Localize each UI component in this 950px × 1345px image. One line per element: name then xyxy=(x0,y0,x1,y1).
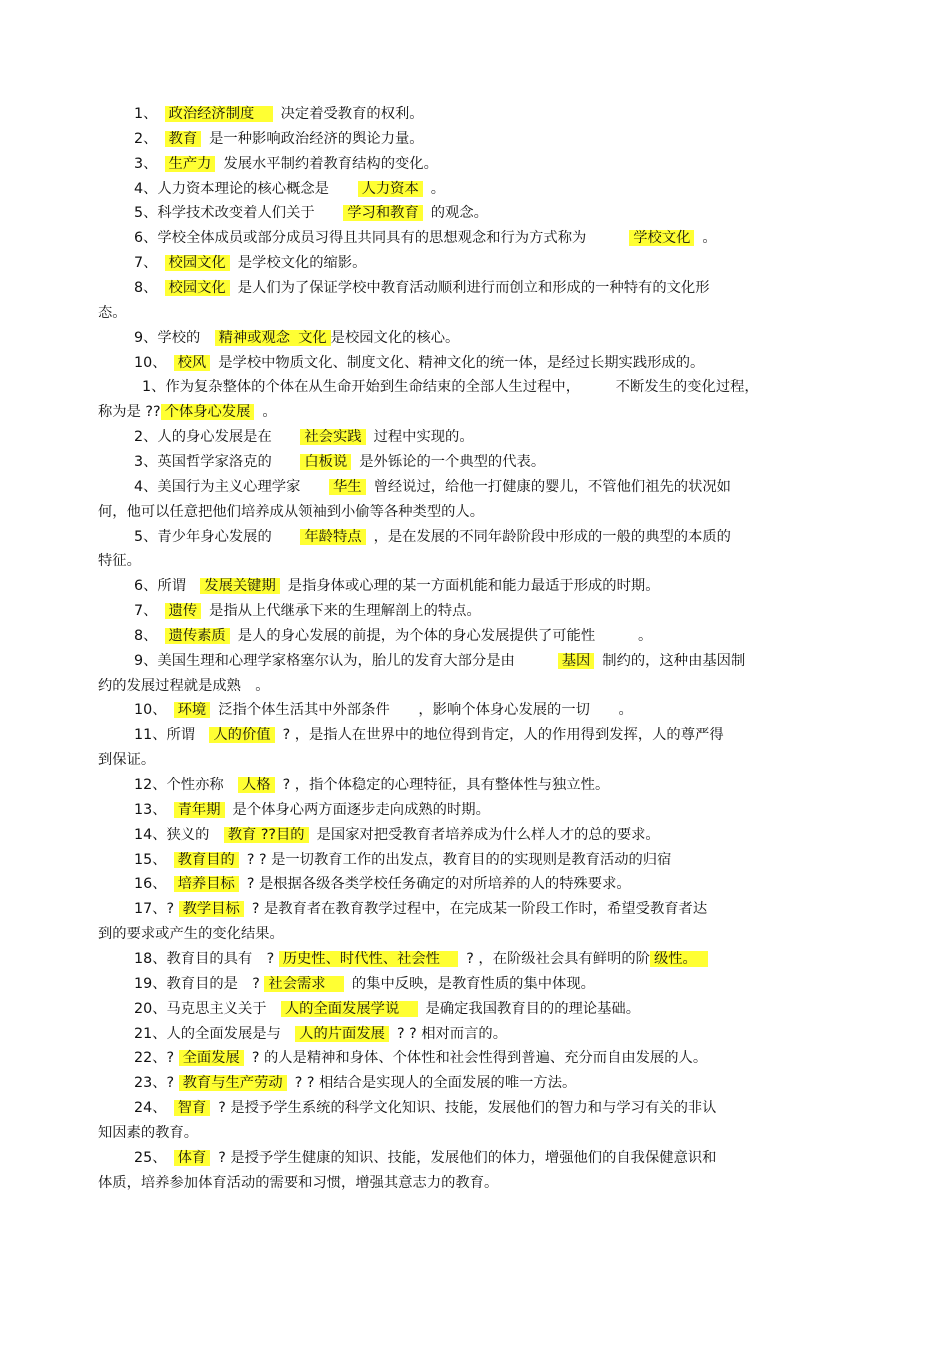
line-tail: 是指身体或心理的某一方面机能和能力最适于形成的时期。 xyxy=(287,578,660,595)
line-prefix: 约的发展过程就是成熟 。 xyxy=(98,677,270,694)
text-line xyxy=(98,651,854,671)
line-prefix: 13、 xyxy=(134,801,174,818)
highlighted-answer: 文化 xyxy=(294,330,331,346)
line-tail: 的观念。 xyxy=(430,205,488,222)
text-line xyxy=(98,775,854,795)
text-line xyxy=(98,850,854,870)
line-prefix: 到保证。 xyxy=(98,752,156,769)
highlighted-answer: 人的片面发展 xyxy=(295,1026,389,1042)
highlighted-answer: 人的全面发展学说 xyxy=(281,1001,418,1017)
line-prefix: 19、教育目的是 ? xyxy=(134,975,265,992)
line-prefix: 5、青少年身心发展的 xyxy=(134,528,301,545)
line-prefix: 8、 xyxy=(134,627,165,644)
line-prefix: 特征。 xyxy=(98,553,141,570)
text-line xyxy=(98,1148,854,1168)
line-tail: ? 的人是精神和身体、个体性和社会性得到普遍、充分而自由发展的人。 xyxy=(251,1050,708,1067)
line-prefix: 10、 xyxy=(134,354,174,371)
text-line xyxy=(98,377,862,397)
text-line xyxy=(98,626,854,646)
line-prefix: 23、? xyxy=(134,1075,179,1092)
highlighted-answer: 个体身心发展 xyxy=(161,404,255,420)
line-tail: ? 是授予学生系统的科学文化知识、技能，发展他们的智力和与学习有关的非认 xyxy=(218,1100,717,1116)
line-prefix: 11、所谓 xyxy=(134,727,210,744)
text-line xyxy=(98,725,854,745)
highlighted-answer: 校风 xyxy=(174,355,211,371)
highlighted-answer: 历史性、时代性、社会性 xyxy=(279,951,459,967)
line-tail: ? ，是指人在世界中的地位得到肯定，人的作用得到发挥，人的尊严得 xyxy=(282,727,724,744)
text-line xyxy=(98,800,854,820)
line-prefix: 7、 xyxy=(134,255,165,272)
line-prefix: 9、美国生理和心理学家格塞尔认为，胎儿的发育大部分是由 xyxy=(134,652,558,669)
highlighted-answer: 校园文化 xyxy=(165,280,230,296)
highlighted-answer: 教育目的 xyxy=(174,852,239,868)
line-prefix: 知因素的教育。 xyxy=(98,1124,199,1141)
line-prefix: 3、 xyxy=(134,155,165,172)
line-prefix: 9、学校的 xyxy=(134,329,215,346)
line-prefix: 10、 xyxy=(134,702,174,719)
highlighted-answer: 年龄特点 xyxy=(300,529,365,545)
highlighted-answer: 精神或观念 xyxy=(215,330,294,346)
text-line xyxy=(98,551,818,571)
line-prefix: 1、 xyxy=(134,106,165,122)
highlighted-answer: 教育与生产劳动 xyxy=(179,1075,287,1091)
text-line xyxy=(98,1173,818,1193)
text-line xyxy=(98,874,854,894)
line-tail: 过程中实现的。 xyxy=(373,429,474,446)
line-tail: ? ，在阶级社会具有鲜明的阶 xyxy=(466,950,650,967)
line-tail: 是学校文化的缩影。 xyxy=(237,255,367,272)
highlighted-answer: 白板说 xyxy=(300,454,351,470)
highlighted-answer: 发展关键期 xyxy=(200,578,279,594)
text-line xyxy=(98,924,818,944)
text-line xyxy=(98,750,818,770)
line-tail: 是个体身心两方面逐步走向成熟的时期。 xyxy=(232,801,490,818)
line-tail: ? ，指个体稳定的心理特征，具有整体性与独立性。 xyxy=(282,777,610,793)
text-line xyxy=(98,278,854,298)
text-line xyxy=(98,974,854,994)
text-line xyxy=(98,999,854,1019)
highlighted-answer: 人格 xyxy=(238,777,275,793)
highlighted-answer: 遗传 xyxy=(165,603,202,619)
line-prefix: 18、教育目的具有 ? xyxy=(134,950,279,967)
line-tail: ? ? 相对而言的。 xyxy=(396,1025,507,1042)
highlighted-answer: 环境 xyxy=(174,702,211,718)
highlighted-answer: 政治经济制度 xyxy=(165,106,273,122)
line-prefix: 态。 xyxy=(98,304,127,321)
line-tail: ? ? 是一切教育工作的出发点，教育目的的实现则是教育活动的归宿 xyxy=(246,851,672,868)
text-line xyxy=(98,427,854,447)
line-prefix: 20、马克思主义关于 xyxy=(134,1000,281,1017)
text-line xyxy=(98,477,854,497)
line-prefix: 16、 xyxy=(134,876,174,893)
highlighted-answer: 全面发展 xyxy=(179,1050,244,1066)
text-line xyxy=(98,676,818,696)
text-line xyxy=(98,328,854,348)
highlighted-answer: 培养目标 xyxy=(174,876,239,892)
line-prefix: 14、狭义的 xyxy=(134,826,224,843)
text-line xyxy=(98,1123,818,1143)
line-prefix: 6、学校全体成员或部分成员习得且共同具有的思想观念和行为方式称为 xyxy=(134,230,630,247)
line-tail: ，是在发展的不同年龄阶段中形成的一般的典型的本质的 xyxy=(373,528,731,545)
line-tail: ? 是根据各级各类学校任务确定的对所培养的人的特殊要求。 xyxy=(246,876,631,893)
line-prefix: 25、 xyxy=(134,1149,174,1166)
line-prefix: 17、? xyxy=(134,901,179,918)
text-line xyxy=(98,700,854,720)
highlighted-answer: 教育 ??目的 xyxy=(224,827,309,843)
highlighted-answer: 遗传素质 xyxy=(165,628,230,644)
highlighted-answer: 教育 xyxy=(165,131,202,147)
line-tail: ? 是授予学生健康的知识、技能，发展他们的体力，增强他们的自我保健意识和 xyxy=(218,1149,717,1166)
text-line xyxy=(98,1024,854,1044)
highlighted-answer: 基因 xyxy=(558,653,595,669)
line-prefix: 2、人的身心发展是在 xyxy=(134,429,301,446)
line-tail: 。 xyxy=(702,230,717,247)
text-line xyxy=(98,576,854,596)
highlighted-answer: 人力资本 xyxy=(358,181,423,197)
line-prefix: 到的要求或产生的变化结果。 xyxy=(98,926,284,943)
highlighted-answer: 人的价值 xyxy=(209,727,274,743)
line-tail: ? ? 相结合是实现人的全面发展的唯一方法。 xyxy=(294,1075,577,1092)
highlighted-answer: 学习和教育 xyxy=(343,205,422,221)
line-prefix: 15、 xyxy=(134,851,174,868)
highlighted-answer: 校园文化 xyxy=(165,255,230,271)
highlighted-answer: 生产力 xyxy=(165,156,216,172)
highlighted-answer: 学校文化 xyxy=(629,230,694,246)
text-line xyxy=(98,1098,854,1118)
text-line xyxy=(98,253,854,273)
text-line xyxy=(98,353,854,373)
line-tail: 是校园文化的核心。 xyxy=(330,329,460,346)
text-line xyxy=(98,452,854,472)
line-prefix: 称为是 ?? xyxy=(98,404,161,421)
highlighted-answer: 体育 xyxy=(174,1150,211,1166)
line-prefix: 何，他可以任意把他们培养成从领袖到小偷等各种类型的人。 xyxy=(98,503,485,520)
line-tail: 泛指个体生活其中外部条件 ，影响个体身心发展的一切 。 xyxy=(218,702,633,719)
line-tail: 是人的身心发展的前提，为个体的身心发展提供了可能性 。 xyxy=(237,627,653,644)
line-tail: 。 xyxy=(262,404,277,421)
text-line xyxy=(98,203,854,223)
line-prefix: 21、人的全面发展是与 xyxy=(134,1025,296,1042)
text-line xyxy=(98,1048,854,1068)
text-line xyxy=(98,899,854,919)
line-tail: 是国家对把受教育者培养成为什么样人才的总的要求。 xyxy=(316,826,660,843)
line-tail: ? 是教育者在教育教学过程中，在完成某一阶段工作时，希望受教育者达 xyxy=(251,901,708,918)
text-line xyxy=(98,104,854,124)
highlighted-answer: 华生 xyxy=(329,479,366,495)
line-tail: 是外铄论的一个典型的代表。 xyxy=(359,453,546,470)
text-line xyxy=(98,1073,854,1093)
line-tail: 是人们为了保证学校中教育活动顺利进行而创立和形成的一种特有的文化形 xyxy=(237,280,710,296)
line-prefix: 体质，培养参加体育活动的需要和习惯，增强其意志力的教育。 xyxy=(98,1174,499,1191)
line-prefix: 2、 xyxy=(134,130,165,147)
text-line xyxy=(98,129,854,149)
line-tail: 。 xyxy=(430,180,446,197)
line-tail: 是确定我国教育目的的理论基础。 xyxy=(425,1000,640,1017)
line-prefix: 12、个性亦称 xyxy=(134,777,238,793)
highlighted-answer: 教学目标 xyxy=(179,901,244,917)
line-prefix: 7、 xyxy=(134,603,165,619)
text-line xyxy=(98,228,854,248)
text-line xyxy=(98,949,854,969)
highlighted-answer: 社会需求 xyxy=(264,976,343,992)
line-prefix: 5、科学技术改变着人们关于 xyxy=(134,205,344,222)
text-line xyxy=(98,601,854,621)
text-line xyxy=(98,303,818,323)
text-line xyxy=(98,179,854,199)
line-tail: 的集中反映，是教育性质的集中体现。 xyxy=(351,975,595,992)
line-prefix: 6、所谓 xyxy=(134,578,201,595)
line-prefix: 22、? xyxy=(134,1050,179,1067)
line-tail: 是指从上代继承下来的生理解剖上的特点。 xyxy=(209,603,481,619)
text-line xyxy=(98,527,854,547)
line-tail: 发展水平制约着教育结构的变化。 xyxy=(223,155,438,172)
line-tail: 是一种影响政治经济的舆论力量。 xyxy=(209,130,424,147)
line-tail: 是学校中物质文化、制度文化、精神文化的统一体，是经过长期实践形成的。 xyxy=(218,354,705,371)
line-prefix: 4、美国行为主义心理学家 xyxy=(134,478,329,495)
text-line xyxy=(98,502,818,522)
line-tail: 曾经说过，给他一打健康的婴儿，不管他们祖先的状况如 xyxy=(373,478,731,495)
line-prefix: 3、英国哲学家洛克的 xyxy=(134,453,301,470)
text-line xyxy=(98,154,854,174)
line-tail: 决定着受教育的权利。 xyxy=(280,106,424,122)
line-tail: 制约的，这种由基因制 xyxy=(602,652,746,669)
highlighted-answer: 青年期 xyxy=(174,802,225,818)
text-line xyxy=(98,825,854,845)
line-prefix: 4、人力资本理论的核心概念是 xyxy=(134,180,358,197)
highlighted-answer: 智育 xyxy=(174,1100,211,1116)
line-prefix: 8、 xyxy=(134,280,165,296)
text-line xyxy=(98,402,818,422)
line-prefix: 24、 xyxy=(134,1100,174,1116)
line-prefix: 1、作为复杂整体的个体在从生命开始到生命结束的全部人生过程中， 不断发生的变化过程， xyxy=(142,379,759,396)
highlighted-answer: 社会实践 xyxy=(300,429,365,445)
highlighted-answer: 级性。 xyxy=(650,951,708,967)
